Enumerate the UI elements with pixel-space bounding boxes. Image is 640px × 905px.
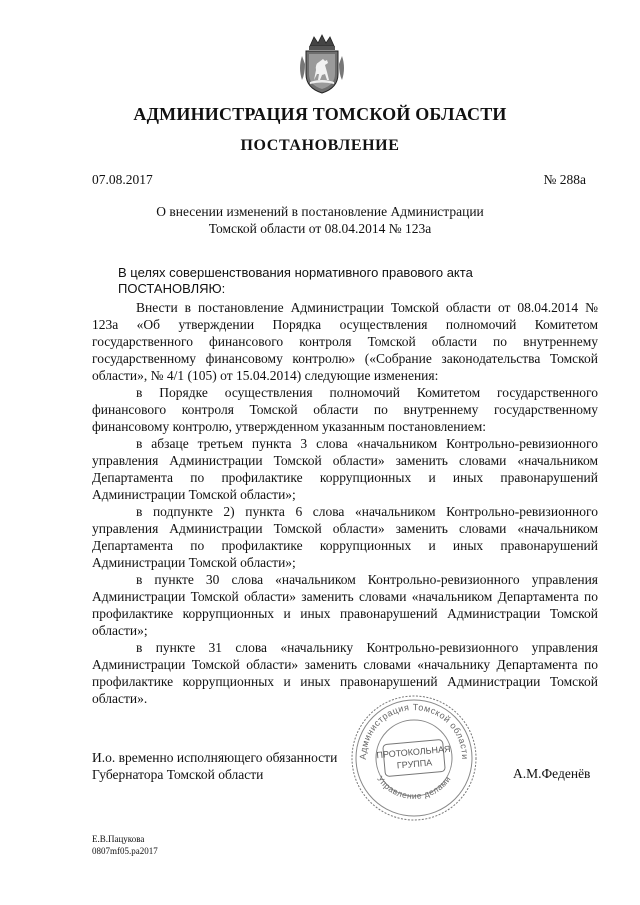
signer-name: А.М.Феденёв xyxy=(513,766,591,781)
seal-bottom-text: Управление делами xyxy=(375,773,453,801)
preamble xyxy=(118,265,473,297)
document-body xyxy=(92,299,598,707)
organization-title: АДМИНИСТРАЦИЯ ТОМСКОЙ ОБЛАСТИ xyxy=(133,104,507,124)
body-paragraph: в подпункте 2) пункта 6 слова «начальником Контрольно-ревизионного управления Администрации Томской области» заменить словами «начальником Департамента по профилактике коррупционных и иных правонарушений Администрации Томской области»; xyxy=(92,504,598,570)
subject-line: Томской области от 08.04.2014 № 123а xyxy=(208,221,432,236)
body-paragraph: Внести в постановление Администрации Томской области от 08.04.2014 № 123а «Об утверждении Порядка осуществления полномочий Комитетом государственного финансового контроля Томской области по внутреннему государственному финансовому контролю» («Собрание законодательства Томской области», № 4/1 (105) от 15.04.2014) следующие изменения: xyxy=(92,300,598,383)
document-type-title: ПОСТАНОВЛЕНИЕ xyxy=(240,137,400,154)
signer-position xyxy=(92,749,337,783)
seal-center-line: ГРУППА xyxy=(396,757,433,771)
signer-position-line: И.о. временно исполняющего обязанности xyxy=(92,750,338,765)
seal-center-line: ПРОТОКОЛЬНАЯ xyxy=(376,743,451,761)
preamble-line: В целях совершенствования нормативного правового акта xyxy=(118,265,473,280)
signer-position-line: Губернатора Томской области xyxy=(92,767,264,782)
body-paragraph: в пункте 31 слова «начальнику Контрольно-ревизионного управления Администрации Томской области» заменить словами «начальнику Департамента по профилактике коррупционных и иных правонарушений Администрации Томской области». xyxy=(92,640,598,706)
svg-text:Управление делами xyxy=(375,774,452,801)
body-paragraph: в Порядке осуществления полномочий Комитетом государственного финансового контроля Томской области по внутреннему государственному финансовому контролю, утвержденном указанным постановлением: xyxy=(92,385,598,434)
stamp-seal-icon xyxy=(346,690,482,826)
body-paragraph: в абзаце третьем пункта 3 слова «начальником Контрольно-ревизионного управления Администрации Томской области» заменить словами «начальником Департамента по профилактике коррупционных и иных правонарушений Администрации Томской области»; xyxy=(92,436,598,502)
document-code: 0807mf05.ра2017 xyxy=(92,846,158,856)
document-date: 07.08.2017 xyxy=(92,172,153,187)
seal-outer-text: Администрация Томской области xyxy=(357,701,471,760)
document-number: № 288а xyxy=(543,172,586,187)
preamble-line: ПОСТАНОВЛЯЮ: xyxy=(118,281,226,296)
body-paragraph: в пункте 30 слова «начальником Контрольно-ревизионного управления Администрации Томской области» заменить словами «начальником Департамента по профилактике коррупционных и иных правонарушений Администрации Томской области»; xyxy=(92,572,598,638)
executor-info xyxy=(92,833,158,857)
coat-of-arms-icon xyxy=(296,34,348,96)
document-subject xyxy=(0,203,640,237)
subject-line: О внесении изменений в постановление Администрации xyxy=(156,204,484,219)
executor-name: Е.В.Пацукова xyxy=(92,834,145,844)
